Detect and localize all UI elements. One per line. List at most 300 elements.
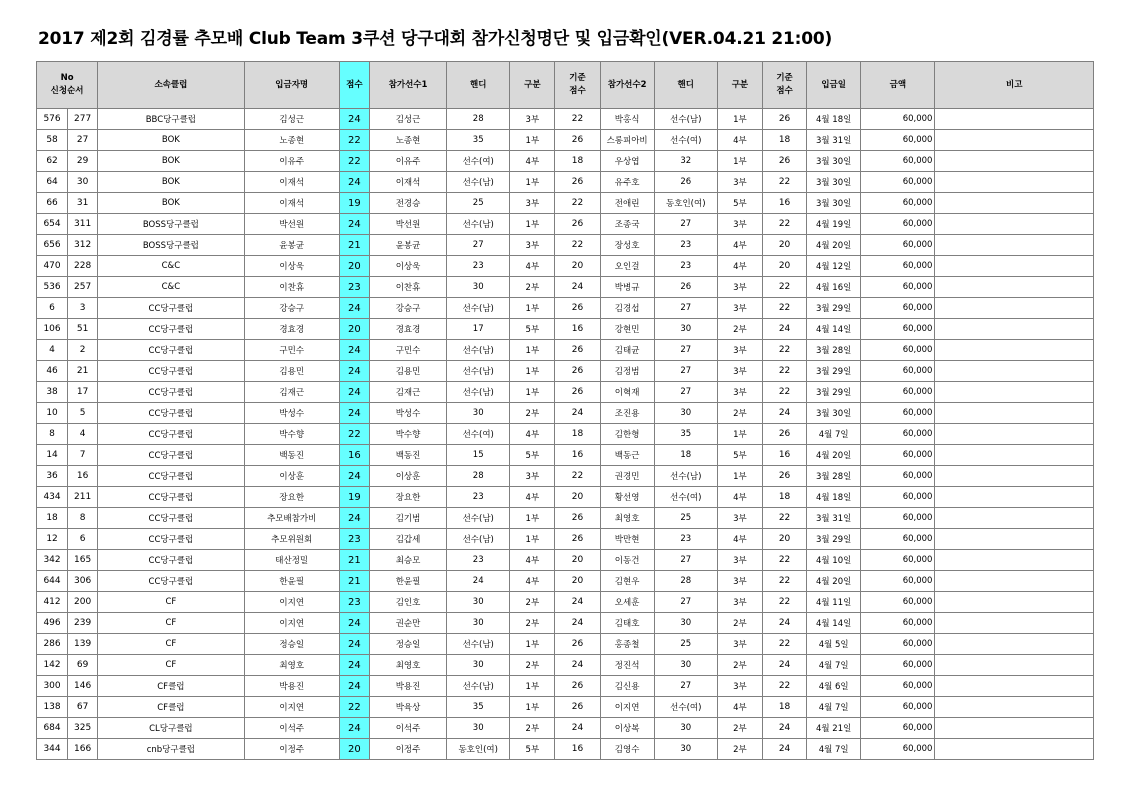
cell-base2: 18 [762,487,806,508]
cell-no: 38 [37,382,68,403]
cell-no: 142 [37,655,68,676]
cell-base1: 22 [555,235,600,256]
cell-div2: 3부 [717,214,762,235]
cell-player1: 김인호 [369,592,446,613]
cell-base1: 26 [555,382,600,403]
cell-base2: 22 [762,340,806,361]
cell-player1: 백동진 [369,445,446,466]
cell-player1: 이석주 [369,718,446,739]
cell-date: 3월 30일 [807,403,861,424]
cell-handi1: 24 [447,571,510,592]
cell-div1: 4부 [510,487,555,508]
cell-div2: 2부 [717,319,762,340]
cell-handi2: 27 [654,550,717,571]
cell-amount: 60,000 [861,319,935,340]
cell-date: 3월 30일 [807,172,861,193]
cell-handi2: 27 [654,676,717,697]
cell-score: 24 [339,613,369,634]
cell-no: 344 [37,739,68,760]
cell-base2: 22 [762,676,806,697]
cell-note [935,172,1094,193]
cell-no: 536 [37,277,68,298]
cell-date: 4월 11일 [807,592,861,613]
cell-div1: 1부 [510,508,555,529]
cell-amount: 60,000 [861,214,935,235]
cell-base1: 24 [555,592,600,613]
cell-no: 342 [37,550,68,571]
cell-amount: 60,000 [861,382,935,403]
cell-div2: 4부 [717,697,762,718]
cell-score: 24 [339,109,369,130]
cell-no: 300 [37,676,68,697]
header-date: 입금일 [807,62,861,109]
cell-player1: 김성근 [369,109,446,130]
cell-div1: 4부 [510,424,555,445]
cell-div2: 3부 [717,172,762,193]
cell-player2: 오세훈 [600,592,654,613]
cell-note [935,151,1094,172]
cell-player2: 김정범 [600,361,654,382]
cell-date: 3월 31일 [807,508,861,529]
cell-base1: 24 [555,277,600,298]
header-base2-line2: 점수 [776,86,793,96]
cell-seq: 31 [68,193,98,214]
cell-score: 21 [339,571,369,592]
cell-date: 3월 29일 [807,298,861,319]
cell-div2: 3부 [717,340,762,361]
cell-player1: 구민수 [369,340,446,361]
cell-score: 22 [339,130,369,151]
cell-handi2: 선수(여) [654,130,717,151]
cell-score: 24 [339,361,369,382]
cell-base2: 18 [762,130,806,151]
cell-div2: 4부 [717,235,762,256]
cell-no: 470 [37,256,68,277]
cell-score: 16 [339,445,369,466]
cell-handi1: 선수(남) [447,634,510,655]
table-row [37,445,1094,466]
cell-seq: 27 [68,130,98,151]
cell-note [935,697,1094,718]
cell-base1: 24 [555,403,600,424]
cell-base2: 22 [762,361,806,382]
cell-seq: 3 [68,298,98,319]
header-depositor: 입금자명 [244,62,339,109]
cell-handi1: 30 [447,277,510,298]
cell-handi2: 30 [654,403,717,424]
cell-div1: 1부 [510,361,555,382]
cell-base2: 24 [762,718,806,739]
cell-date: 4월 19일 [807,214,861,235]
cell-amount: 60,000 [861,151,935,172]
cell-base1: 24 [555,718,600,739]
cell-base1: 26 [555,361,600,382]
header-player2: 참가선수2 [600,62,654,109]
cell-date: 3월 28일 [807,340,861,361]
cell-score: 19 [339,193,369,214]
cell-handi2: 선수(남) [654,466,717,487]
cell-score: 24 [339,676,369,697]
cell-base1: 22 [555,109,600,130]
table-row [37,508,1094,529]
cell-date: 4월 18일 [807,109,861,130]
cell-base2: 20 [762,256,806,277]
cell-score: 21 [339,235,369,256]
cell-handi2: 선수(남) [654,109,717,130]
cell-note [935,361,1094,382]
cell-amount: 60,000 [861,445,935,466]
cell-player1: 경효경 [369,319,446,340]
cell-amount: 60,000 [861,529,935,550]
cell-club: CC당구클럽 [98,445,244,466]
cell-amount: 60,000 [861,592,935,613]
cell-club: CC당구클럽 [98,340,244,361]
cell-handi2: 27 [654,298,717,319]
header-base2 [762,62,806,109]
cell-handi2: 23 [654,235,717,256]
cell-depositor: 이지연 [244,697,339,718]
cell-amount: 60,000 [861,361,935,382]
cell-div2: 5부 [717,193,762,214]
cell-handi1: 17 [447,319,510,340]
cell-base1: 26 [555,298,600,319]
cell-seq: 239 [68,613,98,634]
cell-player2: 전애린 [600,193,654,214]
cell-date: 4월 20일 [807,235,861,256]
cell-seq: 29 [68,151,98,172]
header-player1: 참가선수1 [369,62,446,109]
cell-depositor: 이상욱 [244,256,339,277]
cell-base2: 16 [762,193,806,214]
cell-handi1: 27 [447,235,510,256]
cell-div2: 3부 [717,634,762,655]
cell-player1: 이상훈 [369,466,446,487]
cell-depositor: 한윤필 [244,571,339,592]
cell-seq: 311 [68,214,98,235]
cell-handi1: 선수(여) [447,424,510,445]
header-no: No [60,73,74,83]
cell-amount: 60,000 [861,298,935,319]
cell-score: 20 [339,256,369,277]
cell-depositor: 김재근 [244,382,339,403]
cell-depositor: 김성근 [244,109,339,130]
cell-div1: 3부 [510,109,555,130]
header-base2-line1: 기준 [776,73,793,83]
cell-player2: 스롱피아비 [600,130,654,151]
cell-player1: 전경승 [369,193,446,214]
cell-div1: 1부 [510,172,555,193]
cell-amount: 60,000 [861,130,935,151]
cell-div2: 3부 [717,382,762,403]
cell-div2: 3부 [717,550,762,571]
cell-amount: 60,000 [861,256,935,277]
cell-no: 36 [37,466,68,487]
cell-player2: 김경섭 [600,298,654,319]
table-row [37,718,1094,739]
cell-div2: 2부 [717,655,762,676]
cell-div1: 2부 [510,718,555,739]
cell-div1: 5부 [510,739,555,760]
cell-date: 4월 6일 [807,676,861,697]
cell-score: 22 [339,424,369,445]
cell-no: 14 [37,445,68,466]
cell-player2: 김태호 [600,613,654,634]
table-row [37,487,1094,508]
cell-score: 24 [339,466,369,487]
cell-handi1: 30 [447,655,510,676]
cell-player1: 이재석 [369,172,446,193]
cell-no: 58 [37,130,68,151]
cell-score: 24 [339,655,369,676]
cell-base1: 26 [555,340,600,361]
cell-player2: 조종국 [600,214,654,235]
cell-club: CC당구클럽 [98,529,244,550]
cell-seq: 30 [68,172,98,193]
cell-depositor: 이재석 [244,172,339,193]
cell-handi1: 23 [447,550,510,571]
cell-score: 22 [339,151,369,172]
cell-no: 46 [37,361,68,382]
cell-club: CC당구클럽 [98,487,244,508]
cell-seq: 166 [68,739,98,760]
cell-handi2: 27 [654,382,717,403]
cell-player1: 김기범 [369,508,446,529]
cell-div2: 4부 [717,529,762,550]
cell-date: 4월 7일 [807,697,861,718]
table-row [37,256,1094,277]
cell-club: BOK [98,151,244,172]
cell-depositor: 장요한 [244,487,339,508]
cell-note [935,445,1094,466]
cell-handi2: 23 [654,256,717,277]
header-club: 소속클럽 [98,62,244,109]
cell-handi2: 선수(여) [654,487,717,508]
cell-seq: 5 [68,403,98,424]
cell-div1: 2부 [510,613,555,634]
cell-base1: 24 [555,655,600,676]
cell-note [935,550,1094,571]
cell-div2: 3부 [717,298,762,319]
cell-note [935,655,1094,676]
cell-div2: 3부 [717,508,762,529]
cell-base2: 16 [762,445,806,466]
table-row [37,466,1094,487]
cell-base1: 22 [555,193,600,214]
cell-note [935,592,1094,613]
cell-depositor: 이재석 [244,193,339,214]
cell-player1: 이유주 [369,151,446,172]
cell-score: 24 [339,382,369,403]
table-row [37,550,1094,571]
cell-no: 4 [37,340,68,361]
table-row [37,235,1094,256]
cell-note [935,571,1094,592]
cell-no: 12 [37,529,68,550]
cell-note [935,487,1094,508]
cell-base2: 24 [762,655,806,676]
cell-date: 3월 28일 [807,466,861,487]
cell-player2: 정진석 [600,655,654,676]
cell-player2: 김신용 [600,676,654,697]
cell-no: 644 [37,571,68,592]
cell-base2: 22 [762,508,806,529]
cell-base1: 20 [555,256,600,277]
cell-score: 24 [339,634,369,655]
table-row [37,277,1094,298]
cell-handi1: 동호인(여) [447,739,510,760]
cell-club: CF [98,613,244,634]
cell-handi1: 선수(남) [447,298,510,319]
cell-date: 4월 14일 [807,613,861,634]
cell-div1: 1부 [510,130,555,151]
cell-no: 576 [37,109,68,130]
cell-base2: 22 [762,634,806,655]
cell-seq: 257 [68,277,98,298]
cell-no: 64 [37,172,68,193]
cell-depositor: 경효경 [244,319,339,340]
cell-club: CC당구클럽 [98,571,244,592]
cell-no: 8 [37,424,68,445]
cell-handi2: 30 [654,739,717,760]
cell-handi1: 선수(여) [447,151,510,172]
header-base1-line1: 기준 [569,73,586,83]
cell-club: BOK [98,130,244,151]
cell-date: 4월 16일 [807,277,861,298]
cell-note [935,382,1094,403]
cell-score: 24 [339,172,369,193]
cell-player1: 윤봉균 [369,235,446,256]
cell-depositor: 태산정밀 [244,550,339,571]
cell-handi1: 28 [447,109,510,130]
table-body [37,109,1094,760]
cell-player2: 김태균 [600,340,654,361]
cell-div1: 1부 [510,676,555,697]
cell-player1: 이상욱 [369,256,446,277]
cell-player1: 정승일 [369,634,446,655]
cell-seq: 7 [68,445,98,466]
cell-score: 24 [339,214,369,235]
cell-score: 21 [339,550,369,571]
cell-handi1: 선수(남) [447,676,510,697]
header-score: 점수 [339,62,369,109]
registration-table [36,61,1094,760]
cell-seq: 277 [68,109,98,130]
cell-player2: 백동근 [600,445,654,466]
table-row [37,214,1094,235]
cell-handi2: 26 [654,277,717,298]
cell-note [935,319,1094,340]
cell-handi2: 27 [654,592,717,613]
cell-note [935,466,1094,487]
cell-club: BOSS당구클럽 [98,214,244,235]
cell-player1: 최영호 [369,655,446,676]
cell-div1: 3부 [510,466,555,487]
cell-club: cnb당구클럽 [98,739,244,760]
cell-club: BOK [98,193,244,214]
cell-seq: 200 [68,592,98,613]
table-row [37,298,1094,319]
cell-player2: 이동건 [600,550,654,571]
cell-base2: 22 [762,571,806,592]
cell-note [935,739,1094,760]
cell-player2: 이혁재 [600,382,654,403]
cell-club: CF [98,592,244,613]
cell-depositor: 이유주 [244,151,339,172]
cell-handi2: 18 [654,445,717,466]
cell-base2: 22 [762,172,806,193]
cell-club: CC당구클럽 [98,550,244,571]
header-no-seq [37,62,98,109]
cell-depositor: 이지연 [244,592,339,613]
cell-seq: 139 [68,634,98,655]
header-note: 비고 [935,62,1094,109]
table-header-row [37,62,1094,109]
cell-date: 4월 5일 [807,634,861,655]
cell-base1: 20 [555,487,600,508]
cell-handi1: 30 [447,718,510,739]
cell-no: 66 [37,193,68,214]
cell-amount: 60,000 [861,172,935,193]
cell-handi1: 30 [447,592,510,613]
cell-handi2: 25 [654,634,717,655]
cell-seq: 165 [68,550,98,571]
cell-depositor: 박성수 [244,403,339,424]
cell-no: 684 [37,718,68,739]
cell-base1: 26 [555,130,600,151]
table-row [37,739,1094,760]
cell-player1: 김재근 [369,382,446,403]
cell-div1: 4부 [510,151,555,172]
table-row [37,130,1094,151]
cell-base2: 22 [762,592,806,613]
cell-player1: 권순만 [369,613,446,634]
cell-note [935,256,1094,277]
cell-seq: 69 [68,655,98,676]
cell-amount: 60,000 [861,487,935,508]
cell-no: 138 [37,697,68,718]
cell-date: 4월 21일 [807,718,861,739]
cell-note [935,130,1094,151]
cell-handi2: 23 [654,529,717,550]
cell-div1: 1부 [510,697,555,718]
cell-note [935,529,1094,550]
cell-div1: 2부 [510,655,555,676]
table-row [37,319,1094,340]
cell-score: 20 [339,739,369,760]
cell-player2: 조진용 [600,403,654,424]
cell-date: 4월 7일 [807,424,861,445]
cell-div2: 2부 [717,613,762,634]
header-handi2: 핸디 [654,62,717,109]
cell-player2: 최영호 [600,508,654,529]
cell-div1: 1부 [510,634,555,655]
cell-player1: 강승구 [369,298,446,319]
cell-handi2: 32 [654,151,717,172]
cell-player1: 장요한 [369,487,446,508]
table-row [37,655,1094,676]
cell-handi1: 선수(남) [447,508,510,529]
cell-player2: 박만현 [600,529,654,550]
table-row [37,193,1094,214]
cell-amount: 60,000 [861,739,935,760]
cell-depositor: 윤봉균 [244,235,339,256]
cell-note [935,109,1094,130]
cell-player2: 오인걸 [600,256,654,277]
header-base1 [555,62,600,109]
cell-score: 24 [339,508,369,529]
cell-date: 3월 30일 [807,151,861,172]
cell-player1: 이정주 [369,739,446,760]
